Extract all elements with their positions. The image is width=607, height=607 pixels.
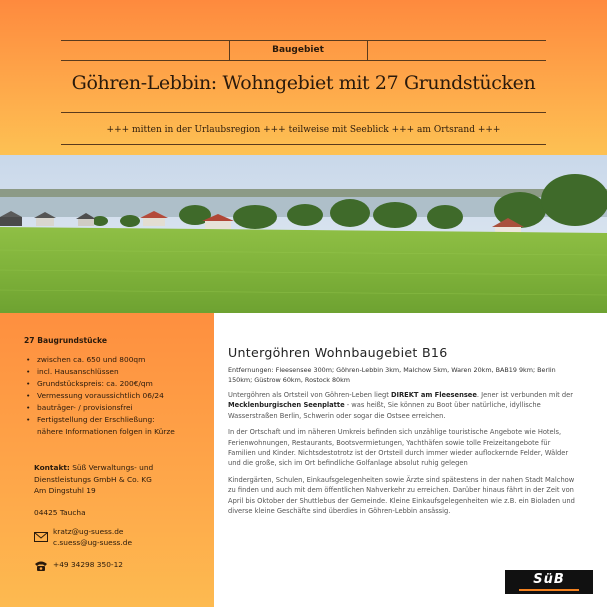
phone-number[interactable]: +49 34298 350-12 [53, 560, 123, 569]
feature-item [26, 354, 206, 366]
email-link[interactable]: c.suess@ug-suess.de [53, 538, 132, 547]
divider-line [61, 60, 546, 61]
paragraph: In der Ortschaft und im näheren Umkreis befinden sich unzählige touristische Angebote wie Hotels, Ferienwohnungen, Restaurants, Bootsvermietungen, Yachthäfen sowie tolle Freizeitangebote für Familien und Kinder. Nichtsdestotrotz ist der Ortsteil durch immer wieder auflockernde Felder, Wälder und die große, sich im Ort befindliche Golfanlage absolut ruhig gelegen [228, 428, 569, 468]
divider-line [61, 112, 546, 113]
email-list [53, 526, 132, 548]
category-label: Baugebiet [272, 45, 324, 55]
feature-item [26, 366, 206, 378]
text-run: Untergöhren als Ortsteil von Göhren-Leben liegt [228, 391, 391, 399]
mail-icon [34, 532, 48, 542]
page-title: Göhren-Lebbin: Wohngebiet mit 27 Grundstücken [71, 72, 536, 94]
feature-text: bauträger- / provisionsfrei [37, 403, 133, 412]
feature-text: Grundstückspreis: ca. 200€/qm [37, 379, 153, 388]
contact-company: Süß Verwaltungs- und Dienstleistungs GmbH & Co. KG [34, 463, 154, 484]
main-content [228, 345, 578, 522]
text-run: . Jener ist verbunden mit der [476, 391, 574, 399]
contact-block [34, 462, 204, 497]
text-emphasis: DIREKT am Fleesensee [390, 391, 477, 399]
feature-item [26, 390, 206, 402]
company-logo [505, 570, 593, 594]
panel-title: 27 Baugrundstücke [24, 336, 108, 345]
logo-text: SüB [533, 572, 565, 587]
distances-text: Entfernungen: Fleesensee 300m; Göhren-Lebbin 3km, Malchow 5km, Waren 20km, BAB19 9km; Berlin 150km; Güstrow 60km, Rostock 80km [228, 366, 556, 384]
feature-item [26, 402, 206, 414]
info-panel [0, 313, 214, 607]
text-emphasis: Mecklenburgischen Seenplatte [228, 401, 345, 410]
paragraph [228, 390, 578, 421]
text-run: - was heißt, Sie können zu Boot über natürliche, idyllische Wasserstraßen Berlin, Schwerin oder sogar die Ostsee erreichen. [228, 401, 541, 420]
email-link[interactable]: kratz@ug-suess.de [53, 527, 124, 536]
subtitle: +++ mitten in der Urlaubsregion +++ teilweise mit Seeblick +++ am Ortsrand +++ [106, 125, 501, 135]
feature-list [26, 354, 206, 438]
feature-text: Vermessung voraussichtlich 06/24 [37, 391, 164, 400]
contact-street: Am Dingstuhl 19 [34, 486, 96, 495]
divider-line [61, 144, 546, 145]
feature-item [26, 378, 206, 390]
header-banner [0, 0, 607, 155]
paragraph: Kindergärten, Schulen, Einkaufsgelegenheiten sowie Ärzte sind spätestens in der nahen Stadt Malchow zu finden und auch mit dem öffentlichen Nahverkehr zu erreichen. Darüber hinaus fährt in der Zeit von April bis Oktober der Shuttlebus der Gemeinde. Kleine Einkaufsgelegenheiten wie z.B. ein Bioladen und diverse kleine Geschäfte sind überdies in Göhren-Lebbin ansässig. [228, 475, 575, 516]
logo-bar [519, 589, 579, 591]
feature-text: incl. Hausanschlüssen [37, 367, 119, 376]
contact-label: Kontakt: [34, 463, 70, 472]
phone-icon [34, 560, 48, 572]
feature-continuation: nähere Informationen folgen in Kürze [37, 427, 175, 436]
contact-city: 04425 Taucha [34, 508, 86, 517]
divider-line [367, 40, 368, 61]
green-field [0, 227, 607, 313]
landscape-photo [0, 155, 607, 313]
feature-item [26, 414, 206, 438]
feature-text: Fertigstellung der Erschließung: [37, 415, 155, 424]
section-title: Untergöhren Wohnbaugebiet B16 [228, 345, 448, 360]
feature-text: zwischen ca. 650 und 800qm [37, 355, 146, 364]
